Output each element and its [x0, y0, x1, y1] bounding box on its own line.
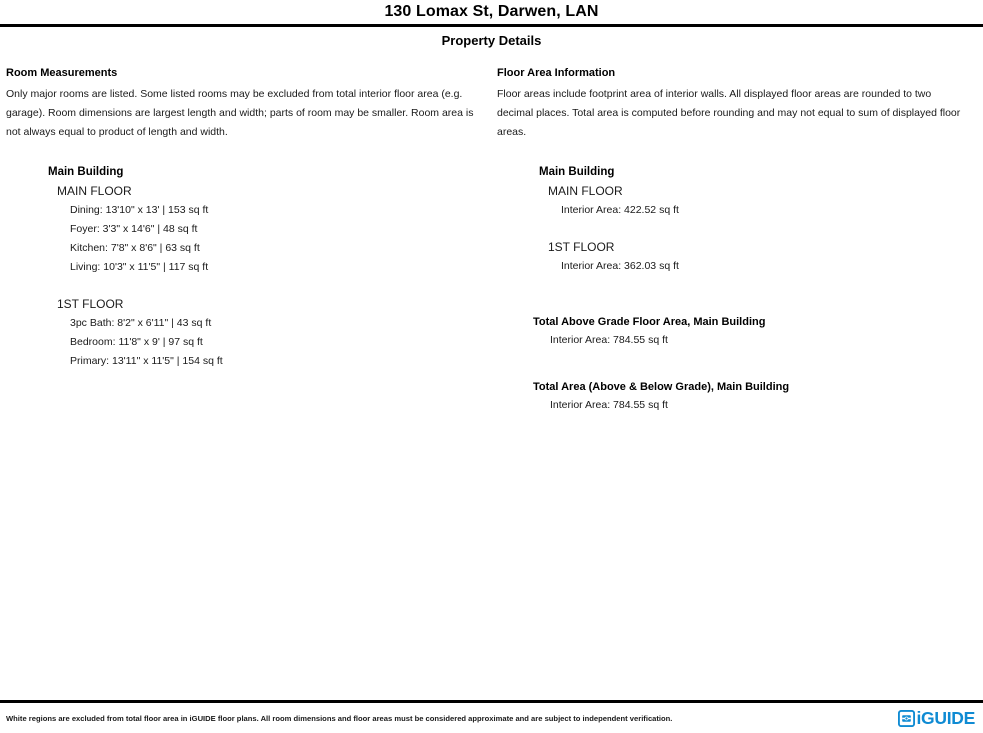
iguide-wordmark: iGUIDE: [916, 708, 975, 728]
page-subtitle: Property Details: [441, 33, 542, 48]
total-above-grade-value: Interior Area: 784.55 sq ft: [550, 334, 668, 346]
floor-name: 1ST FLOOR: [57, 297, 124, 311]
floor-area-information-column: [491, 66, 982, 415]
floor-area-information-note: Floor areas include footprint area of interior walls. All displayed floor areas are rounded to two decimal places. Total area is computed before rounding and may not equal to sum of displayed floor areas.: [497, 88, 961, 138]
floor-group-1st-floor: [6, 295, 477, 371]
room-line: Bedroom: 11'8" x 9' | 97 sq ft: [70, 336, 203, 348]
interior-area-line: Interior Area: 362.03 sq ft: [561, 260, 679, 272]
room-line: 3pc Bath: 8'2" x 6'11" | 43 sq ft: [70, 317, 212, 329]
footer-disclaimer: White regions are excluded from total floor area in iGUIDE floor plans. All room dimensions and floor areas must be considered approximate and are subject to independent verification.: [6, 714, 673, 723]
page-title: 130 Lomax St, Darwen, LAN: [384, 3, 599, 20]
room-measurements-building: [6, 163, 477, 371]
floor-group-main-floor: [497, 182, 968, 220]
total-above-grade-block: [497, 314, 968, 350]
floor-area-building: [497, 163, 968, 276]
building-name: Main Building: [539, 166, 615, 178]
floor-area-information-heading: Floor Area Information: [497, 67, 616, 79]
total-area-value: Interior Area: 784.55 sq ft: [550, 399, 668, 411]
iguide-camera-icon: [898, 710, 915, 727]
room-line: Kitchen: 7'8" x 8'6" | 63 sq ft: [70, 242, 200, 254]
floor-name: MAIN FLOOR: [548, 184, 623, 198]
total-above-grade-heading: Total Above Grade Floor Area, Main Building: [533, 316, 766, 328]
room-measurements-column: [0, 66, 491, 415]
floor-group-1st-floor: [497, 238, 968, 276]
room-line: Foyer: 3'3" x 14'6" | 48 sq ft: [70, 223, 198, 235]
floor-name: 1ST FLOOR: [548, 240, 615, 254]
page-footer: [0, 700, 983, 733]
room-line: Dining: 13'10" x 13' | 153 sq ft: [70, 204, 209, 216]
total-area-heading: Total Area (Above & Below Grade), Main Building: [533, 381, 790, 393]
iguide-logo: [898, 710, 980, 727]
room-measurements-note: Only major rooms are listed. Some listed rooms may be excluded from total interior floor area (e.g. garage). Room dimensions are largest length and width; parts of room may be smaller. Room area is not always equal to product of length and width.: [6, 88, 474, 138]
building-name: Main Building: [48, 166, 124, 178]
total-area-block: [497, 379, 968, 415]
page-header: [0, 0, 983, 49]
content-columns: [0, 66, 983, 415]
floor-group-main-floor: [6, 182, 477, 277]
room-line: Living: 10'3" x 11'5" | 117 sq ft: [70, 261, 209, 273]
interior-area-line: Interior Area: 422.52 sq ft: [561, 204, 679, 216]
room-line: Primary: 13'11" x 11'5" | 154 sq ft: [70, 355, 223, 367]
room-measurements-heading: Room Measurements: [6, 67, 118, 79]
floor-name: MAIN FLOOR: [57, 184, 132, 198]
